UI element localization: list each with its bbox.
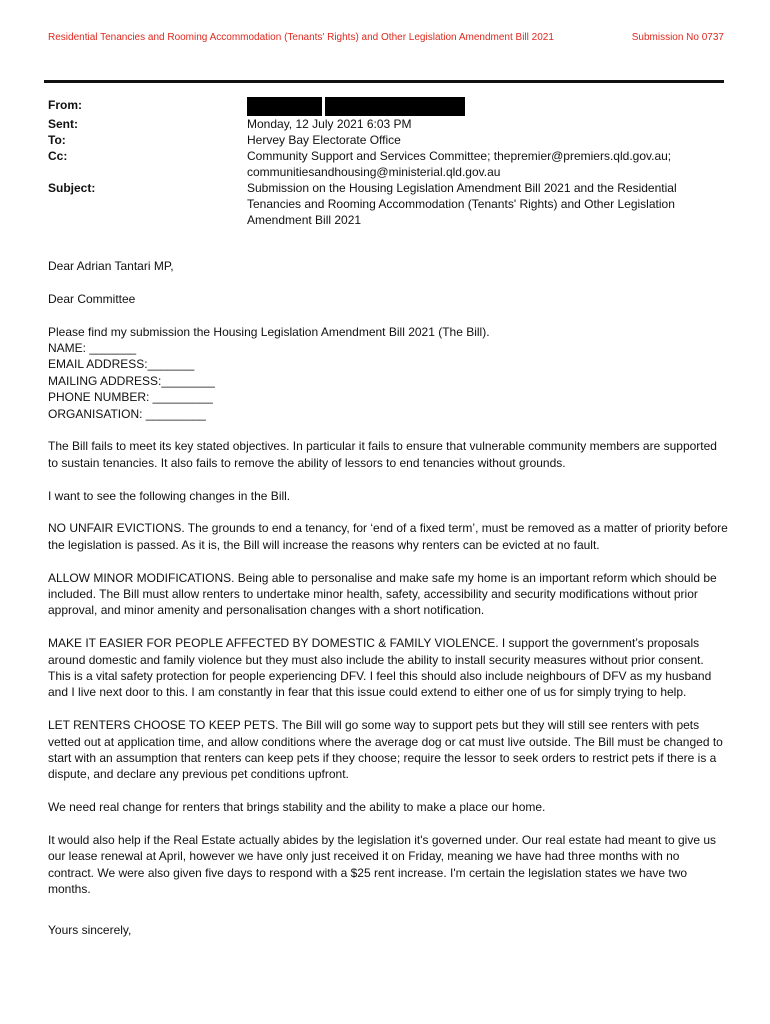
field-phone: PHONE NUMBER: _________ — [48, 390, 213, 405]
email-metadata — [48, 97, 728, 228]
from-value — [247, 97, 728, 116]
greeting-committee: Dear Committee — [48, 291, 136, 306]
para-objectives: The Bill fails to meet its key stated objectives. In particular it fails to ensure that vulnerable community members are supported to sustain tenancies. It also fails to remove the ability of lessors to end tenancies without grounds. — [48, 439, 717, 470]
submission-number: Submission No 0737 — [631, 32, 724, 43]
cc-label: Cc: — [48, 149, 68, 163]
to-value: Hervey Bay Electorate Office — [247, 133, 401, 147]
from-row — [48, 97, 728, 116]
redaction-block — [247, 97, 322, 116]
signoff: Yours sincerely, — [48, 922, 132, 937]
para-dfv: MAKE IT EASIER FOR PEOPLE AFFECTED BY DOMESTIC & FAMILY VIOLENCE. I support the government’s proposals around domestic and family violence but they must also include the ability to install security measures without prior consent. This is a vital safety protection for people experiencing DFV. I feel this should also include neighbours of DFV as my husband and I live next door to this. I am constantly in fear that this issue could extend to either one of us for simply trying to help. — [48, 636, 712, 700]
cc-value-line-1: Community Support and Services Committee; thepremier@premiers.qld.gov.au; — [247, 149, 672, 163]
para-modifications: ALLOW MINOR MODIFICATIONS. Being able to personalise and make safe my home is an important reform which should be included. The Bill must allow renters to undertake minor health, safety, accessibility and security modifications without prior approval, and minor amenity and personalisation changes with a short notification. — [48, 570, 717, 618]
header-divider — [44, 80, 724, 83]
from-label: From: — [48, 98, 82, 112]
subject-row — [48, 180, 728, 228]
cc-value — [247, 148, 728, 180]
para-evictions: NO UNFAIR EVICTIONS. The grounds to end a tenancy, for ‘end of a fixed term’, must be removed as a matter of priority before the legislation is passed. As it is, the Bill will increase the reasons why renters can be evicted at no fault. — [48, 521, 728, 552]
greeting-mp: Dear Adrian Tantari MP, — [48, 259, 174, 273]
subject-value: Submission on the Housing Legislation Amendment Bill 2021 and the Residential Tenancies and Rooming Accommodation (Tenants' Rights) and Other Legislation Amendment Bill 2021 — [247, 181, 677, 227]
field-email: EMAIL ADDRESS:_______ — [48, 357, 195, 372]
field-mailing-address: MAILING ADDRESS:________ — [48, 373, 215, 388]
para-changes: I want to see the following changes in the Bill. — [48, 488, 291, 503]
para-real-change: We need real change for renters that brings stability and the ability to make a place our home. — [48, 800, 546, 815]
cc-value-line-2: communitiesandhousing@ministerial.qld.gov.au — [247, 165, 501, 179]
header-title: Residential Tenancies and Rooming Accommodation (Tenants' Rights) and Other Legislation Amendment Bill 2021 — [48, 32, 554, 43]
to-row — [48, 132, 728, 148]
field-organisation: ORGANISATION: _________ — [48, 406, 206, 421]
to-label: To: — [48, 133, 66, 147]
sent-value: Monday, 12 July 2021 6:03 PM — [247, 117, 412, 131]
subject-label: Subject: — [48, 181, 96, 195]
para-pets: LET RENTERS CHOOSE TO KEEP PETS. The Bill will go some way to support pets but they will still see renters with pets vetted out at application time, and allow conditions where the average dog or cat must live outside. The Bill must be changed to start with an assumption that renters can keep pets if they choose; require the lessor to seek orders to restrict pets if there is a dispute, and declare any previous pet conditions upfront. — [48, 718, 723, 782]
para-real-estate: It would also help if the Real Estate actually abides by the legislation it's governed under. Our real estate had meant to give us our lease renewal at April, however we have only just received it on Friday, meaning we have had three months with no contract. We were also given five days to respond with a $25 rent increase. I'm certain the legislation states we have two months. — [48, 833, 717, 897]
redaction-block — [325, 97, 465, 116]
sent-label: Sent: — [48, 117, 78, 131]
intro-line: Please find my submission the Housing Legislation Amendment Bill 2021 (The Bill). — [48, 324, 490, 339]
cc-row — [48, 148, 728, 180]
field-name: NAME: _______ — [48, 341, 137, 355]
letter-body — [48, 258, 728, 954]
sent-row — [48, 116, 728, 132]
submitter-details — [48, 324, 728, 422]
